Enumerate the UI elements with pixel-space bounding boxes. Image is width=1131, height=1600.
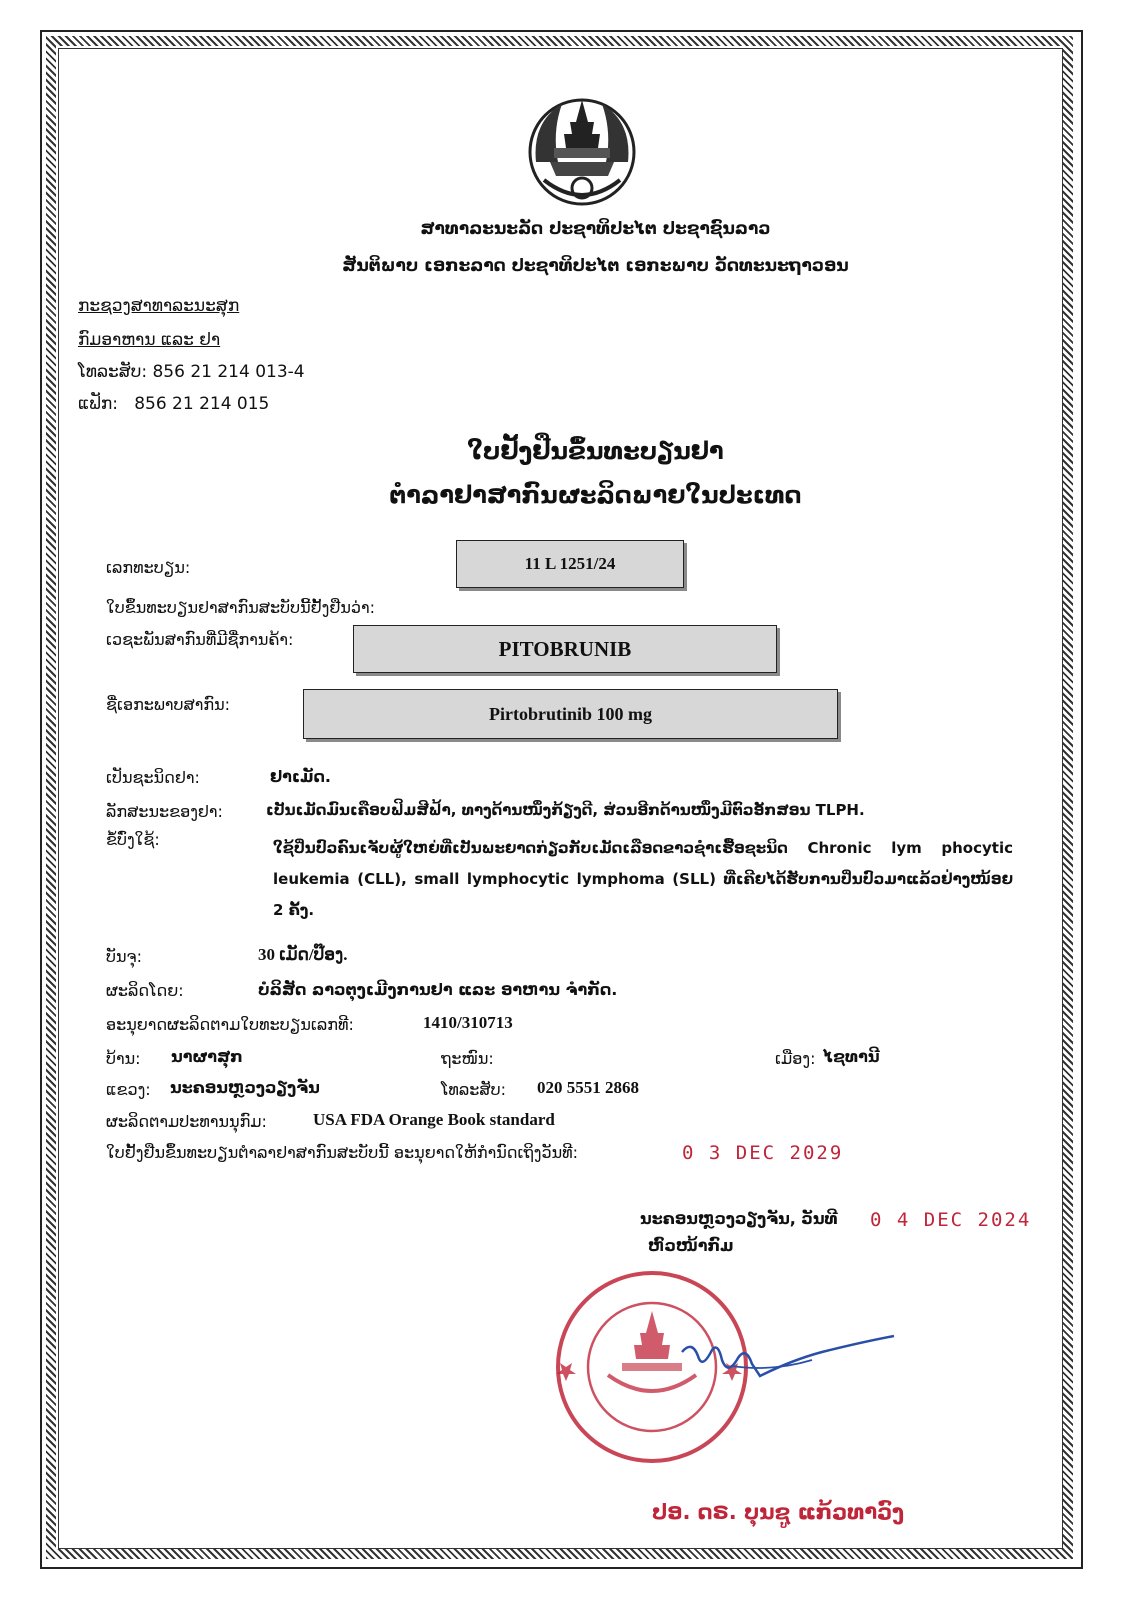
trade-name-label: ເວຊະພັນສາກົນທີ່ມີຊື່ການຄ້າ:: [106, 630, 294, 649]
province: ນະຄອນຫຼວງວຽງຈັນ: [170, 1078, 320, 1097]
registration-number: 11 L 1251/24: [524, 554, 616, 573]
tel: 020 5551 2868: [537, 1078, 639, 1097]
validity-label: ໃບຢັ້ງຢືນຂຶ້ນທະບຽນຕຳລາຢາສາກົນສະບັບນີ້ ອະນຸຍາດໃຫ້ກຳນົດເຖິງວັນທີ:: [106, 1143, 579, 1162]
place-date-label: ນະຄອນຫຼວງວຽງຈັນ, ວັນທີ: [640, 1209, 838, 1228]
department-name: ກົມອາຫານ ແລະ ຢາ: [78, 330, 221, 350]
manufacturer-label: ຜະລິດໂດຍ:: [106, 981, 184, 1000]
registration-number-box: [456, 540, 684, 588]
district-label: ເມືອງ:: [775, 1049, 816, 1068]
dosage-form-label: ເປັນຊະນິດຢາ:: [106, 768, 200, 787]
village-label: ບ້ານ:: [106, 1049, 141, 1068]
trade-name-box: [353, 625, 777, 673]
handwritten-signature: [672, 1320, 902, 1400]
validity-date-stamp: 0 3 DEC 2029: [682, 1142, 844, 1164]
document-subtitle: ຕຳລາຢາສາກົນຜະລິດພາຍໃນປະເທດ: [389, 481, 802, 509]
generic-name-box: [303, 689, 838, 739]
village: ນາຜາສຸກ: [171, 1047, 243, 1066]
dosage-form: ຢາເມັດ.: [270, 767, 331, 786]
tel-label: ໂທລະສັບ:: [441, 1080, 506, 1099]
standard-label: ຜະລິດຕາມປະທານນຸກົມ:: [106, 1112, 267, 1131]
fax-value: 856 21 214 015: [134, 394, 270, 414]
phone-value: 856 21 214 013-4: [152, 362, 305, 382]
ministry-name: ກະຊວງສາທາລະນະສຸກ: [78, 296, 240, 316]
registration-number-label: ເລກທະບຽນ:: [106, 558, 191, 577]
state-motto: ສັນຕິພາບ ເອກະລາດ ປະຊາທິປະໄຕ ເອກະພາບ ວັດທະນະຖາວອນ: [342, 256, 849, 276]
issuer-phone-row: [78, 362, 305, 382]
issue-date-stamp: 0 4 DEC 2024: [870, 1209, 1032, 1231]
generic-name-label: ຊື່ເອກະພາບສາກົນ:: [106, 695, 231, 714]
province-label: ແຂວງ:: [106, 1080, 151, 1099]
pack-size: 30 ເມັດ/ປ໊ອງ.: [258, 945, 348, 964]
license-label: ອະນຸຍາດຜະລິດຕາມໃບທະບຽນເລກທີ:: [106, 1015, 354, 1034]
national-emblem-icon: [522, 92, 642, 208]
manufacturer: ບໍລິສັດ ລາວຕຸງເມີງການຢາ ແລະ ອາຫານ ຈຳກັດ.: [258, 980, 618, 999]
fax-label: ແຟັກ:: [78, 394, 118, 414]
issuer-fax-row: [78, 394, 269, 414]
description: ເປັນເມັດມົນເຄືອບຟິມສີຟ້າ, ທາງດ້ານໜຶ່ງກ້ຽງດີ, ສ່ວນອີກດ້ານໜຶ່ງມີຕົວອັກສອນ TLPH.: [266, 801, 865, 819]
description-label: ລັກສະນະຂອງຢາ:: [106, 802, 223, 821]
generic-name: Pirtobrutinib 100 mg: [488, 703, 652, 724]
license-number: 1410/310713: [423, 1013, 513, 1032]
district: ໄຊທານີ: [823, 1047, 880, 1066]
pack-label: ບັນຈຸ:: [106, 947, 142, 966]
signatory-name: ປອ. ດຣ. ບຸນຊູ ແກ້ວທາວົງ: [652, 1500, 905, 1524]
signatory-role: ຫົວໜ້າກົມ: [648, 1236, 734, 1255]
phone-label: ໂທລະສັບ:: [78, 362, 148, 382]
certifies-text: ໃບຂຶ້ນທະບຽນຢາສາກົນສະບັບນີ້ຢັ້ງຢືນວ່າ:: [106, 598, 376, 617]
road-label: ຖະໜົນ:: [441, 1049, 494, 1068]
state-name: ສາທາລະນະລັດ ປະຊາທິປະໄຕ ປະຊາຊົນລາວ: [420, 219, 771, 239]
trade-name: PITOBRUNIB: [498, 636, 632, 661]
indication-label: ຂໍ້ບົ່ງໃຊ້:: [106, 830, 160, 849]
indication: ໃຊ້ປິ່ນປົວຄົນເຈັບຜູ້ໃຫຍ່ທີ່ເປັນພະຍາດກ່ຽວກັບເມັດເລືອດຂາວຊໍາເຮື້ອຊະນິດ Chronic lym phocytic leukemia (CLL), small lymphocytic lymphoma (SLL) ທີ່ເຄີຍໄດ້ຮັບການປິ່ນປົວມາແລ້ວຢ່າງໜ້ອຍ 2 ຄັ້ງ.: [273, 839, 1013, 919]
standard: USA FDA Orange Book standard: [313, 1110, 555, 1129]
document-title: ໃບຢັ້ງຢືນຂຶ້ນທະບຽນຢາ: [467, 437, 724, 465]
